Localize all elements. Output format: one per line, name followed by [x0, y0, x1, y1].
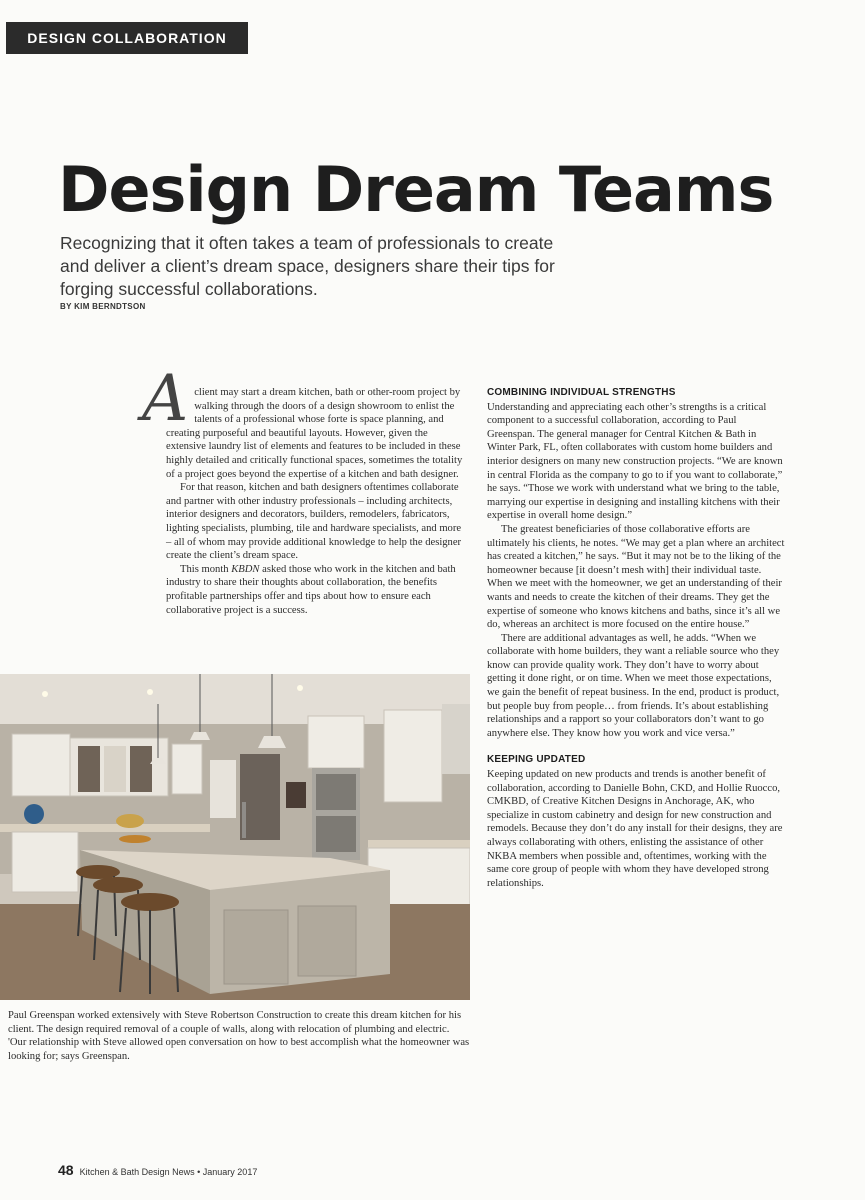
kitchen-photo	[0, 674, 470, 1000]
photo-caption: Paul Greenspan worked extensively with Steve Robertson Construction to create this dream kitchen for his client. The design required removal of a couple of walls, along with relocation of plumbing and electric. 'Our relationship with Steve allowed open conversation on how to best accomplish what the homeowner was looking for; says Greenspan.	[8, 1010, 470, 1062]
body-paragraph: For that reason, kitchen and bath designers oftentimes collaborate and partner with other industry professionals – including architects, interior designers and decorators, builders, remodelers, fabricators, lighting specialists, plumbing, tile and hardware specialists, and more – all of whom may provide additional knowledge to help the designer create the client’s dream space.	[166, 482, 462, 562]
body-paragraph	[166, 563, 465, 617]
section-tag: DESIGN COLLABORATION	[6, 22, 248, 54]
body-paragraph: Keeping updated on new products and trends is another benefit of collaboration, according to Danielle Bohn, CKD, and Hollie Ruocco, CMKBD, of Creative Kitchen Designs in Anchorage, AK, who specialize in custom cabinetry and design for new construction and remodels. Because they don’t do any install for their designs, they are always collaborating with others, enlisting the assistance of other NKBA members when possible and, oftentimes, working with the same core group of people with whom they have developed strong relationships.	[487, 769, 783, 889]
page-footer	[58, 1162, 257, 1178]
article-subtitle: Recognizing that it often takes a team of professionals to create and deliver a client’s dream space, designers share their tips for forging successful collaborations.	[60, 233, 555, 299]
byline: BY KIM BERNDTSON	[60, 302, 146, 311]
body-paragraph: There are additional advantages as well, he adds. “When we collaborate with home builders, they want a reliable source who they know can provide quality work. They don’t have to worry about getting it done right, or on time. When we meet those expectations, we gain the benefit of repeat business. In the end, product is product, but people buy from people… from friends. It’s about establishing relationships and a rapport so your collaborators don’t want to go anywhere else. They know how you work and vice versa.”	[487, 632, 780, 739]
section-heading: KEEPING UPDATED	[487, 754, 586, 766]
section-heading: COMBINING INDIVIDUAL STRENGTHS	[487, 387, 676, 398]
intro-text: client may start a dream kitchen, bath or other-room project by walking through the doors of a design showroom to enlist the talents of a professional whose forte is space planning, and creating purposeful and beautiful layouts. However, given the extensive laundry list of elements and features to be included in these highly detailed and critically functional spaces, sometimes the totality of a project goes beyond the expertise of a kitchen and bath designer.	[166, 387, 463, 480]
spacer	[487, 740, 785, 753]
text-run: This month	[180, 563, 232, 575]
page-number: 48	[58, 1162, 74, 1178]
right-column	[487, 386, 785, 890]
body-paragraph: The greatest beneficiaries of those collaborative efforts are ultimately his clients, he notes. “We may get a plan where an architect has created a kitchen,” he says. “But it may not be to the liking of the homeowner because [it doesn’t mesh with] their individual taste. When we meet with the homeowner, we get an understanding of their wants and needs to create the kitchen of their dreams. They get the expertise of someone who knows kitchens and baths, since it’s all we do, whereas an architect is more focused on the entire house.”	[487, 523, 785, 631]
kitchen-illustration	[0, 674, 470, 1000]
body-paragraph: Understanding and appreciating each other’s strengths is a critical component to a successful collaboration, according to Paul Greenspan. The general manager for Central Kitchen & Bath in Winter Park, FL, often collaborates with custom home builders and interior designers on many new construction projects. “We are known in central Florida as the company to go to if you want to collaborate,” he says. “Those we work with understand what we bring to the table, marrying our expertise in designing and installing kitchens with their expertise in overall home design.”	[487, 401, 783, 522]
publication-name: KBDN	[231, 563, 260, 575]
intro-paragraph	[142, 362, 465, 481]
text-run: asked those who work in the kitchen and bath industry to share their thoughts about collaboration, the benefits profitable partnerships offer and tips about how to ensure each collaborative project is a success.	[166, 563, 456, 616]
left-column	[142, 362, 465, 617]
drop-cap: A	[142, 362, 189, 436]
publication-line: Kitchen & Bath Design News • January 2017	[79, 1167, 258, 1177]
article-title: Design Dream Teams	[58, 153, 774, 226]
